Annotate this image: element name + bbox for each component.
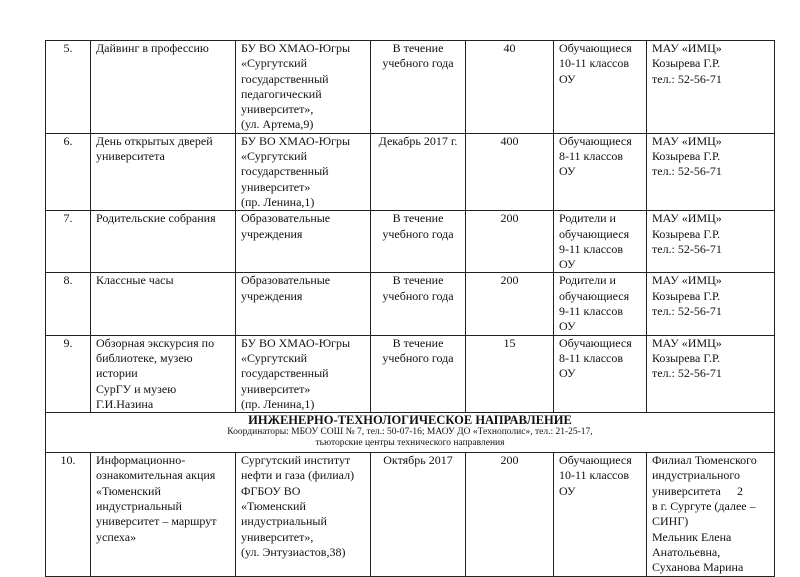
section-title: ИНЖЕНЕРНО-ТЕХНОЛОГИЧЕСКОЕ НАПРАВЛЕНИЕ	[248, 413, 572, 428]
participants: Обучающиеся 8-11 классов ОУ	[554, 335, 647, 412]
table-row	[46, 273, 775, 335]
section-tutors: тьюторские центры технического направления	[315, 438, 505, 449]
event-time: В течение учебного года	[371, 41, 466, 134]
participants: Родители и обучающиеся 9-11 классов ОУ	[554, 273, 647, 335]
event-time: В течение учебного года	[371, 211, 466, 273]
event-place: БУ ВО ХМАО-Югры «Сургутский государственный университет» (пр. Ленина,1)	[236, 335, 371, 412]
event-name: Дайвинг в профессию	[91, 41, 236, 134]
responsible: Филиал Тюменского индустриального университета в г. Сургуте (далее – СИНГ) Мельник Елена Анатольевна, Суханова Марина	[647, 453, 775, 576]
table-row	[46, 211, 775, 273]
row-number: 5.	[46, 41, 91, 134]
participants: Обучающиеся 10-11 классов ОУ	[554, 453, 647, 576]
participant-count: 400	[466, 133, 554, 210]
row-number: 10.	[46, 453, 91, 576]
event-name: Классные часы	[91, 273, 236, 335]
responsible: МАУ «ИМЦ» Козырева Г.Р. тел.: 52-56-71	[647, 211, 775, 273]
participant-count: 200	[466, 273, 554, 335]
section-header	[46, 413, 775, 453]
responsible: МАУ «ИМЦ» Козырева Г.Р. тел.: 52-56-71	[647, 273, 775, 335]
event-name: Родительские собрания	[91, 211, 236, 273]
event-place: БУ ВО ХМАО-Югры «Сургутский государственный университет» (пр. Ленина,1)	[236, 133, 371, 210]
event-name: Информационно- ознакомительная акция «Тюменский индустриальный университет – маршрут успеха»	[91, 453, 236, 576]
section-cell	[46, 413, 775, 453]
page-number: 2	[737, 484, 743, 498]
event-place: Образовательные учреждения	[236, 273, 371, 335]
participant-count: 200	[466, 211, 554, 273]
event-time: Декабрь 2017 г.	[371, 133, 466, 210]
participants: Родители и обучающиеся 9-11 классов ОУ	[554, 211, 647, 273]
event-time: В течение учебного года	[371, 273, 466, 335]
participants: Обучающиеся 8-11 классов ОУ	[554, 133, 647, 210]
participants: Обучающиеся 10-11 классов ОУ	[554, 41, 647, 134]
event-place: Сургутский институт нефти и газа (филиал) ФГБОУ ВО «Тюменский индустриальный университет», (ул. Энтузиастов,38)	[236, 453, 371, 576]
participant-count: 200	[466, 453, 554, 576]
row-number: 9.	[46, 335, 91, 412]
event-name: День открытых дверей университета	[91, 133, 236, 210]
event-time: В течение учебного года	[371, 335, 466, 412]
event-time: Октябрь 2017	[371, 453, 466, 576]
table-row	[46, 133, 775, 210]
row-number: 8.	[46, 273, 91, 335]
event-place: БУ ВО ХМАО-Югры «Сургутский государственный педагогический университет», (ул. Артема,9)	[236, 41, 371, 134]
row-number: 6.	[46, 133, 91, 210]
participant-count: 15	[466, 335, 554, 412]
events-table	[45, 40, 775, 577]
participant-count: 40	[466, 41, 554, 134]
table-row	[46, 41, 775, 134]
table-row	[46, 335, 775, 412]
event-place: Образовательные учреждения	[236, 211, 371, 273]
responsible: МАУ «ИМЦ» Козырева Г.Р. тел.: 52-56-71	[647, 335, 775, 412]
responsible: МАУ «ИМЦ» Козырева Г.Р. тел.: 52-56-71	[647, 41, 775, 134]
section-coordinators: Координаторы: МБОУ СОШ № 7, тел.: 50-07-16; МАОУ ДО «Технополис», тел.: 21-25-17,	[227, 427, 593, 438]
table-row	[46, 453, 775, 576]
responsible: МАУ «ИМЦ» Козырева Г.Р. тел.: 52-56-71	[647, 133, 775, 210]
event-name: Обзорная экскурсия по библиотеке, музею истории СурГУ и музею Г.И.Назина	[91, 335, 236, 412]
row-number: 7.	[46, 211, 91, 273]
